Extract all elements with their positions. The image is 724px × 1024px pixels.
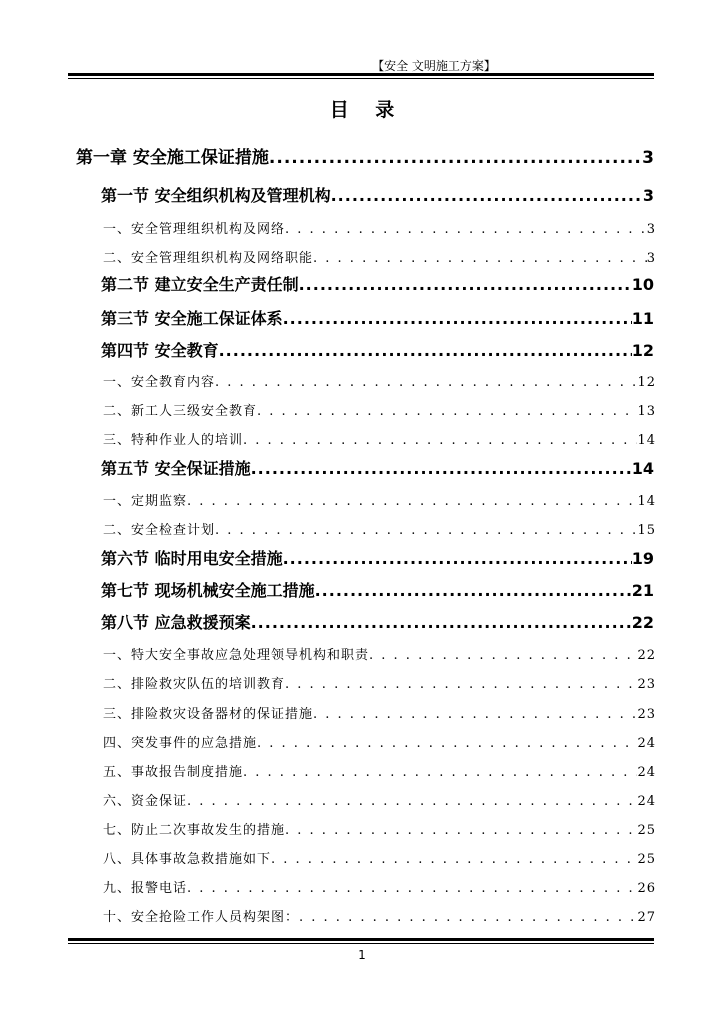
dot-leader [269,148,642,168]
toc-entry-label: 一、安全管理组织机构及网络 [103,222,286,237]
toc-entry-page: 21 [631,581,654,600]
toc-entry-page: 25 [637,852,656,867]
dot-leader [369,648,637,663]
toc-entry-page: 22 [637,648,656,663]
toc-entry-label: 三、排险救灾设备器材的保证措施 [103,707,314,722]
toc-entry-page: 25 [637,823,656,838]
toc-entry-label: 一、定期监察 [103,494,188,509]
toc-entry-page: 14 [637,433,656,448]
toc-entry-page: 3 [646,251,656,266]
toc-title: 目 录 [329,99,405,121]
dot-leader [257,736,637,751]
toc-subsection[interactable] [103,877,656,896]
toc-entry-label: 四、突发事件的应急措施 [103,736,258,751]
toc-entry-label: 七、防止二次事故发生的措施 [103,823,286,838]
running-header: 【安全 文明施工方案】 [372,59,496,73]
toc-subsection[interactable] [103,429,656,448]
toc-entry-page: 22 [631,613,654,632]
toc-entry-label: 五、事故报告制度措施 [103,765,244,780]
toc-subsection[interactable] [103,848,656,867]
toc-entry-page: 11 [631,309,654,328]
toc-entry-page: 14 [631,459,654,478]
toc-chapter[interactable] [76,143,654,168]
dot-leader [243,765,637,780]
toc-entry-page: 24 [637,794,656,809]
header-rule-thin [68,78,654,79]
toc-entry-page: 23 [637,707,656,722]
toc-entry-page: 3 [642,148,654,168]
toc-entry-page: 23 [637,677,656,692]
toc-section[interactable] [101,546,654,569]
toc-entry-page: 12 [637,375,656,390]
toc-entry-label: 一、安全教育内容 [103,375,216,390]
toc-entry-label: 六、资金保证 [103,794,188,809]
dot-leader [271,852,637,867]
toc-entry-page: 24 [637,736,656,751]
toc-entry-label: 二、安全管理组织机构及网络职能 [103,251,314,266]
toc-entry-label: 第四节 安全教育 [101,341,219,360]
toc-entry-page: 19 [631,549,654,568]
dot-leader [187,794,637,809]
dot-leader [187,881,637,896]
toc-section[interactable] [101,306,654,329]
toc-subsection[interactable] [103,819,656,838]
toc-subsection[interactable] [103,371,656,390]
toc-subsection[interactable] [103,218,656,237]
toc-subsection[interactable] [103,673,656,692]
toc-entry-page: 3 [646,222,656,237]
toc-entry-page: 14 [637,494,656,509]
dot-leader [257,404,637,419]
toc-entry-label: 二、新工人三级安全教育 [103,404,258,419]
dot-leader [187,494,637,509]
dot-leader [283,309,632,328]
dot-leader [285,823,637,838]
toc-entry-label: 二、安全检查计划 [103,523,216,538]
toc-entry-page: 27 [637,910,656,925]
page-number: 1 [358,948,366,962]
toc-entry-page: 10 [631,275,654,294]
toc-subsection[interactable] [103,644,656,663]
toc-subsection[interactable] [103,247,656,266]
dot-leader [299,910,637,925]
toc-entry-page: 24 [637,765,656,780]
dot-leader [215,375,637,390]
dot-leader [331,186,643,205]
dot-leader [285,222,647,237]
toc-subsection[interactable] [103,906,656,925]
toc-subsection[interactable] [103,490,656,509]
toc-subsection[interactable] [103,703,656,722]
toc-entry-label: 一、特大安全事故应急处理领导机构和职责 [103,648,370,663]
toc-entry-label: 八、具体事故急救措施如下 [103,852,272,867]
toc-entry-label: 二、排险救灾队伍的培训教育 [103,677,286,692]
toc-section[interactable] [101,183,654,206]
toc-subsection[interactable] [103,400,656,419]
toc-entry-label: 九、报警电话 [103,881,188,896]
dot-leader [215,523,637,538]
toc-entry-label: 第一章 安全施工保证措施 [76,148,269,168]
dot-leader [313,251,647,266]
dot-leader [251,459,632,478]
dot-leader [251,613,632,632]
toc-section[interactable] [101,338,654,361]
toc-subsection[interactable] [103,519,656,538]
toc-entry-label: 第八节 应急救援预案 [101,613,251,632]
toc-subsection[interactable] [103,761,656,780]
toc-section[interactable] [101,578,654,601]
dot-leader [283,549,632,568]
toc-section[interactable] [101,456,654,479]
toc-entry-label: 第六节 临时用电安全措施 [101,549,283,568]
toc-subsection[interactable] [103,732,656,751]
toc-entry-label: 三、特种作业人的培训 [103,433,244,448]
toc-entry-page: 3 [642,186,654,205]
toc-entry-label: 十、安全抢险工作人员构架图： [103,910,300,925]
dot-leader [299,275,632,294]
toc-section[interactable] [101,272,654,295]
toc-entry-label: 第三节 安全施工保证体系 [101,309,283,328]
toc-section[interactable] [101,610,654,633]
dot-leader [285,677,637,692]
toc-entry-page: 26 [637,881,656,896]
toc-entry-page: 15 [637,523,656,538]
dot-leader [315,581,632,600]
header-rule-thick [68,73,654,76]
toc-entry-page: 12 [631,341,654,360]
toc-entry-label: 第五节 安全保证措施 [101,459,251,478]
toc-entry-label: 第一节 安全组织机构及管理机构 [101,186,331,205]
toc-entry-label: 第二节 建立安全生产责任制 [101,275,299,294]
toc-entry-page: 13 [637,404,656,419]
toc-subsection[interactable] [103,790,656,809]
dot-leader [243,433,637,448]
toc-entry-label: 第七节 现场机械安全施工措施 [101,581,315,600]
dot-leader [313,707,637,722]
footer-rule-thin [68,943,654,944]
footer-rule-thick [68,938,654,941]
dot-leader [219,341,632,360]
